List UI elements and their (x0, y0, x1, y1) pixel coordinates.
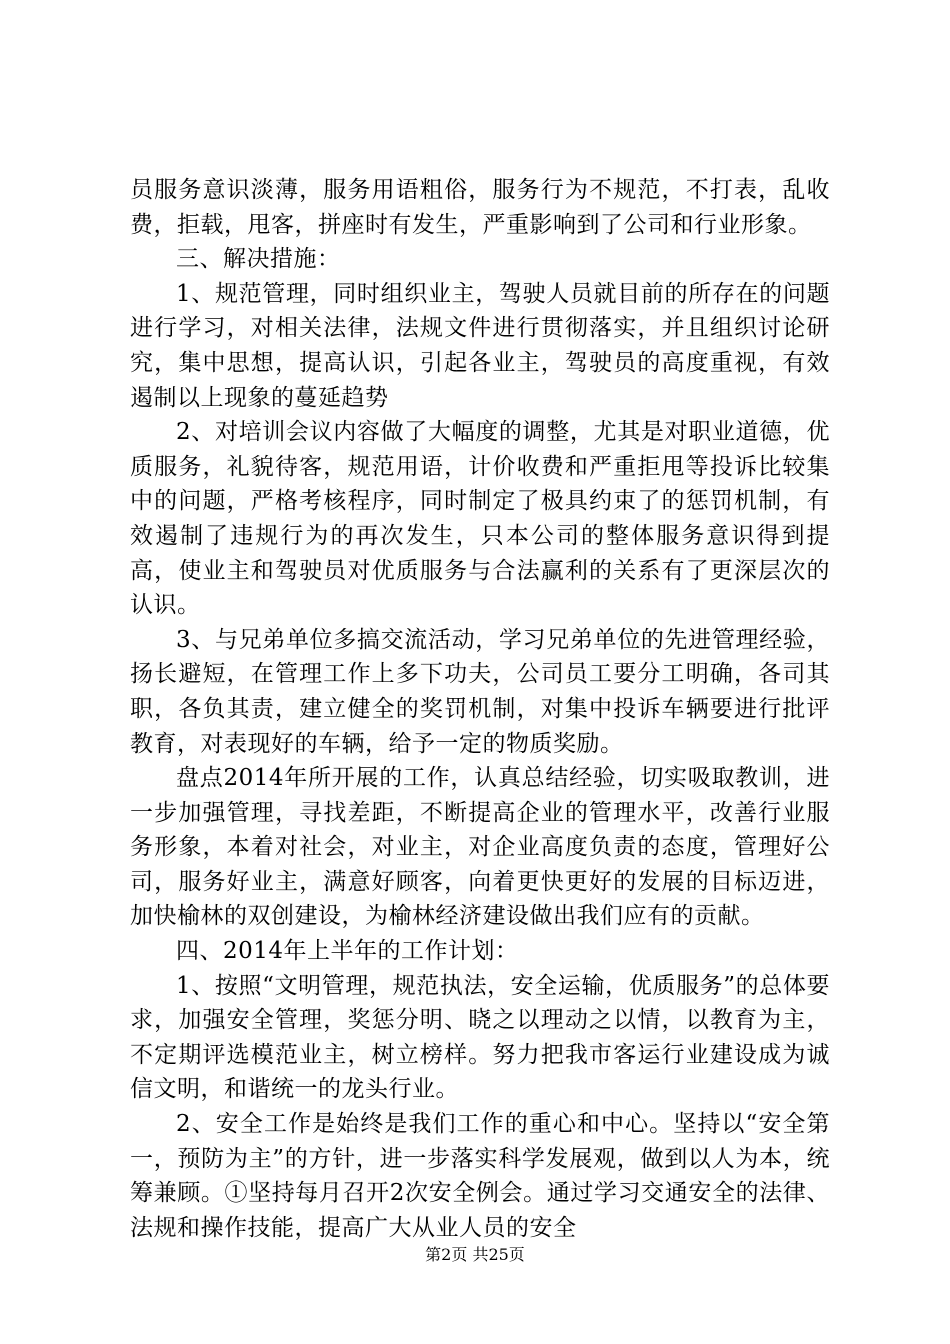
paragraph-plan-2: 2、安全工作是始终是我们工作的重心和中心。坚持以“安全第一，预防为主”的方针，进一步落实科学发展观，做到以人为本，统筹兼顾。①坚持每月召开2次安全例会。通过学习交通安全的法律、法规和操作技能，提高广大从业人员的安全 (130, 1111, 830, 1241)
paragraph-measure-3: 3、与兄弟单位多搞交流活动，学习兄弟单位的先进管理经验，扬长避短，在管理工作上多下功夫，公司员工要分工明确，各司其职，各负其责，建立健全的奖罚机制，对集中投诉车辆要进行批评教育，对表现好的车辆，给予一定的物质奖励。 (130, 626, 830, 757)
paragraph-measure-1: 1、规范管理，同时组织业主，驾驶人员就目前的所存在的问题进行学习，对相关法律，法规文件进行贯彻落实，并且组织讨论研究，集中思想，提高认识，引起各业主，驾驶员的高度重视，有效遏制以上现象的蔓延趋势 (130, 280, 830, 411)
section-heading-solutions: 三、解决措施： (176, 246, 341, 273)
paragraph-1: 员服务意识淡薄，服务用语粗俗，服务行为不规范，不打表，乱收费，拒载，甩客，拼座时有发生，严重影响到了公司和行业形象。 (130, 177, 830, 238)
paragraph-summary: 盘点2014年所开展的工作，认真总结经验，切实吸取教训，进一步加强管理，寻找差距，不断提高企业的管理水平，改善行业服务形象，本着对社会，对业主，对企业高度负责的态度，管理好公司，服务好业主，满意好顾客，向着更快更好的发展的目标迈进，加快榆林的双创建设，为榆林经济建设做出我们应有的贡献。 (130, 765, 830, 930)
document-body (130, 173, 830, 1245)
paragraph-measure-2: 2、对培训会议内容做了大幅度的调整，尤其是对职业道德，优质服务，礼貌待客，规范用语，计价收费和严重拒甩等投诉比较集中的问题，严格考核程序，同时制定了极具约束了的惩罚机制，有效遏制了违规行为的再次发生，只本公司的整体服务意识得到提高，使业主和驾驶员对优质服务与合法赢利的关系有了更深层次的认识。 (130, 419, 830, 619)
page-number-footer: 第2页 共25页 (425, 1245, 525, 1264)
section-heading-plan: 四、2014年上半年的工作计划： (176, 938, 519, 965)
paragraph-plan-1: 1、按照“文明管理，规范执法，安全运输，优质服务”的总体要求，加强安全管理，奖惩分明、晓之以理动之以情，以教育为主，不定期评选模范业主，树立榜样。努力把我市客运行业建设成为诚信文明，和谐统一的龙头行业。 (130, 972, 830, 1103)
